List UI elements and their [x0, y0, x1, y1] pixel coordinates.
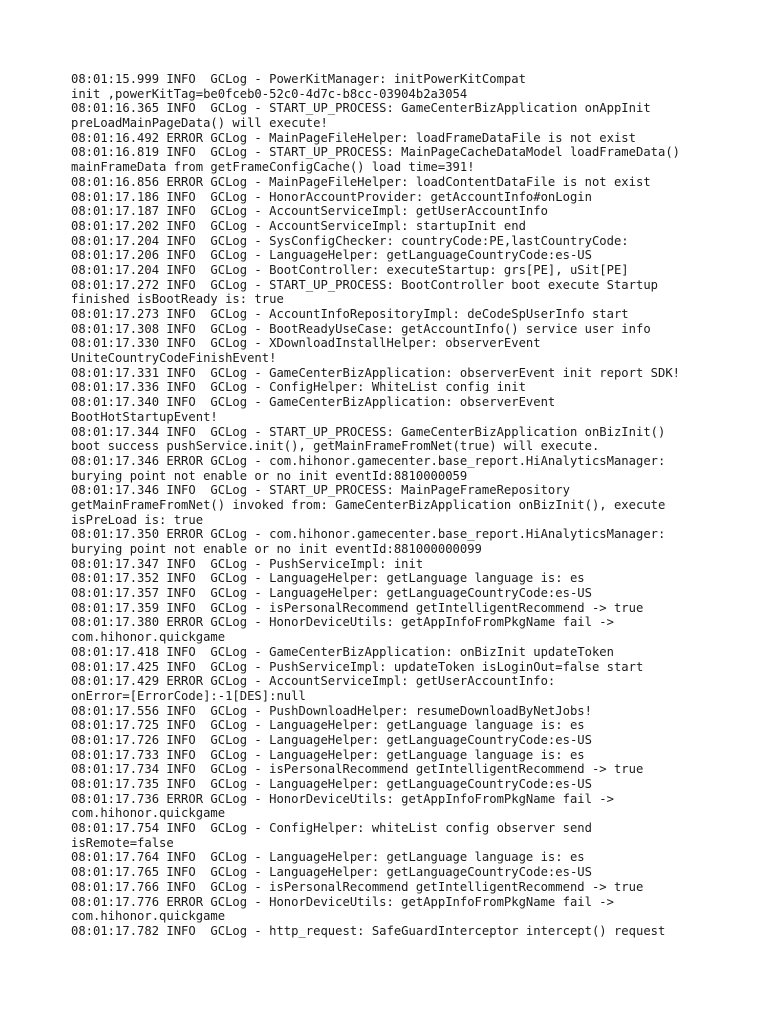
log-line: isPreLoad is: true — [71, 512, 204, 527]
log-line: preLoadMainPageData() will execute! — [71, 116, 328, 131]
log-line: 08:01:16.365 INFO GCLog - START_UP_PROCESS: GameCenterBizApplication onAppInit — [71, 101, 651, 116]
log-line: 08:01:17.765 INFO GCLog - LanguageHelper: getLanguageCountryCode:es-US — [71, 865, 592, 880]
log-line: com.hihonor.quickgame — [71, 806, 226, 821]
log-line: com.hihonor.quickgame — [71, 909, 226, 924]
log-line: 08:01:17.352 INFO GCLog - LanguageHelper: getLanguage language is: es — [71, 571, 585, 586]
log-line: 08:01:17.186 INFO GCLog - HonorAccountProvider: getAccountInfo#onLogin — [71, 189, 592, 204]
log-line: 08:01:17.380 ERROR GCLog - HonorDeviceUtils: getAppInfoFromPkgName fail -> — [71, 615, 614, 630]
log-line: 08:01:15.999 INFO GCLog - PowerKitManager: initPowerKitCompat — [71, 72, 526, 86]
log-line: getMainFrameFromNet() invoked from: GameCenterBizApplication onBizInit(), execute — [71, 497, 666, 512]
log-line: mainFrameData from getFrameConfigCache() load time=391! — [71, 160, 475, 175]
log-line: 08:01:17.336 INFO GCLog - ConfigHelper: WhiteList config init — [71, 380, 526, 395]
log-line: 08:01:17.754 INFO GCLog - ConfigHelper: whiteList config observer send — [71, 821, 592, 836]
log-line: 08:01:17.726 INFO GCLog - LanguageHelper: getLanguageCountryCode:es-US — [71, 732, 592, 747]
log-line: BootHotStartupEvent! — [71, 409, 218, 424]
log-line: 08:01:17.357 INFO GCLog - LanguageHelper: getLanguageCountryCode:es-US — [71, 586, 592, 601]
log-line: 08:01:17.272 INFO GCLog - START_UP_PROCESS: BootController boot execute Startup — [71, 277, 658, 292]
log-line: 08:01:17.725 INFO GCLog - LanguageHelper: getLanguage language is: es — [71, 718, 585, 733]
log-line: 08:01:17.344 INFO GCLog - START_UP_PROCESS: GameCenterBizApplication onBizInit() — [71, 424, 666, 439]
log-line: 08:01:17.429 ERROR GCLog - AccountServiceImpl: getUserAccountInfo: — [71, 674, 556, 689]
log-line: 08:01:17.346 ERROR GCLog - com.hihonor.gamecenter.base_report.HiAnalyticsManager: — [71, 453, 666, 468]
log-line: 08:01:17.308 INFO GCLog - BootReadyUseCase: getAccountInfo() service user info — [71, 321, 651, 336]
log-line: isRemote=false — [71, 835, 174, 850]
log-line: 08:01:17.764 INFO GCLog - LanguageHelper: getLanguage language is: es — [71, 850, 585, 865]
log-line — [71, 939, 731, 954]
log-line: 08:01:17.734 INFO GCLog - isPersonalRecommend getIntelligentRecommend -> true — [71, 762, 644, 777]
log-line: UniteCountryCodeFinishEvent! — [71, 351, 277, 366]
log-line: 08:01:17.330 INFO GCLog - XDownloadInstallHelper: observerEvent — [71, 336, 541, 351]
log-line: 08:01:17.766 INFO GCLog - isPersonalRecommend getIntelligentRecommend -> true — [71, 879, 644, 894]
log-line: 08:01:17.418 INFO GCLog - GameCenterBizApplication: onBizInit updateToken — [71, 644, 614, 659]
log-line: 08:01:17.776 ERROR GCLog - HonorDeviceUtils: getAppInfoFromPkgName fail -> — [71, 894, 614, 909]
log-line: 08:01:17.204 INFO GCLog - SysConfigChecker: countryCode:PE,lastCountryCode: — [71, 233, 629, 248]
log-line: burying point not enable or no init eventId:881000000099 — [71, 542, 482, 556]
log-line: 08:01:17.202 INFO GCLog - AccountServiceImpl: startupInit end — [71, 218, 526, 233]
log-line: 08:01:17.733 INFO GCLog - LanguageHelper: getLanguage language is: es — [71, 747, 585, 762]
log-line: com.hihonor.quickgame — [71, 630, 226, 645]
log-line: 08:01:17.425 INFO GCLog - PushServiceImpl: updateToken isLoginOut=false start — [71, 659, 644, 674]
log-line: 08:01:17.346 INFO GCLog - START_UP_PROCESS: MainPageFrameRepository — [71, 483, 570, 498]
log-line: boot success pushService.init(), getMainFrameFromNet(true) will execute. — [71, 439, 600, 454]
log-line: 08:01:17.273 INFO GCLog - AccountInfoRepositoryImpl: deCodeSpUserInfo start — [71, 307, 629, 321]
log-line: burying point not enable or no init eventId:8810000059 — [71, 468, 468, 483]
log-line: 08:01:17.331 INFO GCLog - GameCenterBizApplication: observerEvent init report SDK! — [71, 365, 681, 380]
log-line: 08:01:17.187 INFO GCLog - AccountServiceImpl: getUserAccountInfo — [71, 204, 548, 219]
log-line: 08:01:17.556 INFO GCLog - PushDownloadHelper: resumeDownloadByNetJobs! — [71, 703, 592, 718]
log-line: 08:01:17.736 ERROR GCLog - HonorDeviceUtils: getAppInfoFromPkgName fail -> — [71, 791, 614, 806]
log-line: 08:01:17.359 INFO GCLog - isPersonalRecommend getIntelligentRecommend -> true — [71, 600, 644, 615]
log-line: 08:01:17.782 INFO GCLog - http_request: SafeGuardInterceptor intercept() request — [71, 923, 666, 938]
log-line: 08:01:17.350 ERROR GCLog - com.hihonor.gamecenter.base_report.HiAnalyticsManager: — [71, 527, 666, 542]
log-line: 08:01:16.856 ERROR GCLog - MainPageFileHelper: loadContentDataFile is not exist — [71, 174, 651, 189]
log-line: 08:01:16.492 ERROR GCLog - MainPageFileHelper: loadFrameDataFile is not exist — [71, 130, 636, 145]
log-line: 08:01:17.206 INFO GCLog - LanguageHelper: getLanguageCountryCode:es-US — [71, 248, 592, 263]
log-line: 08:01:16.819 INFO GCLog - START_UP_PROCESS: MainPageCacheDataModel loadFrameData() — [71, 145, 681, 160]
log-document — [71, 72, 731, 953]
log-line: init ,powerKitTag=be0fceb0-52c0-4d7c-b8cc-03904b2a3054 — [71, 86, 468, 101]
log-line: finished isBootReady is: true — [71, 292, 284, 307]
log-line: 08:01:17.204 INFO GCLog - BootController: executeStartup: grs[PE], uSit[PE] — [71, 262, 629, 277]
log-line: onError=[ErrorCode]:-1[DES]:null — [71, 688, 306, 703]
log-line: 08:01:17.735 INFO GCLog - LanguageHelper: getLanguageCountryCode:es-US — [71, 777, 592, 791]
log-line: 08:01:17.340 INFO GCLog - GameCenterBizApplication: observerEvent — [71, 395, 556, 410]
log-line: 08:01:17.347 INFO GCLog - PushServiceImpl: init — [71, 556, 424, 571]
